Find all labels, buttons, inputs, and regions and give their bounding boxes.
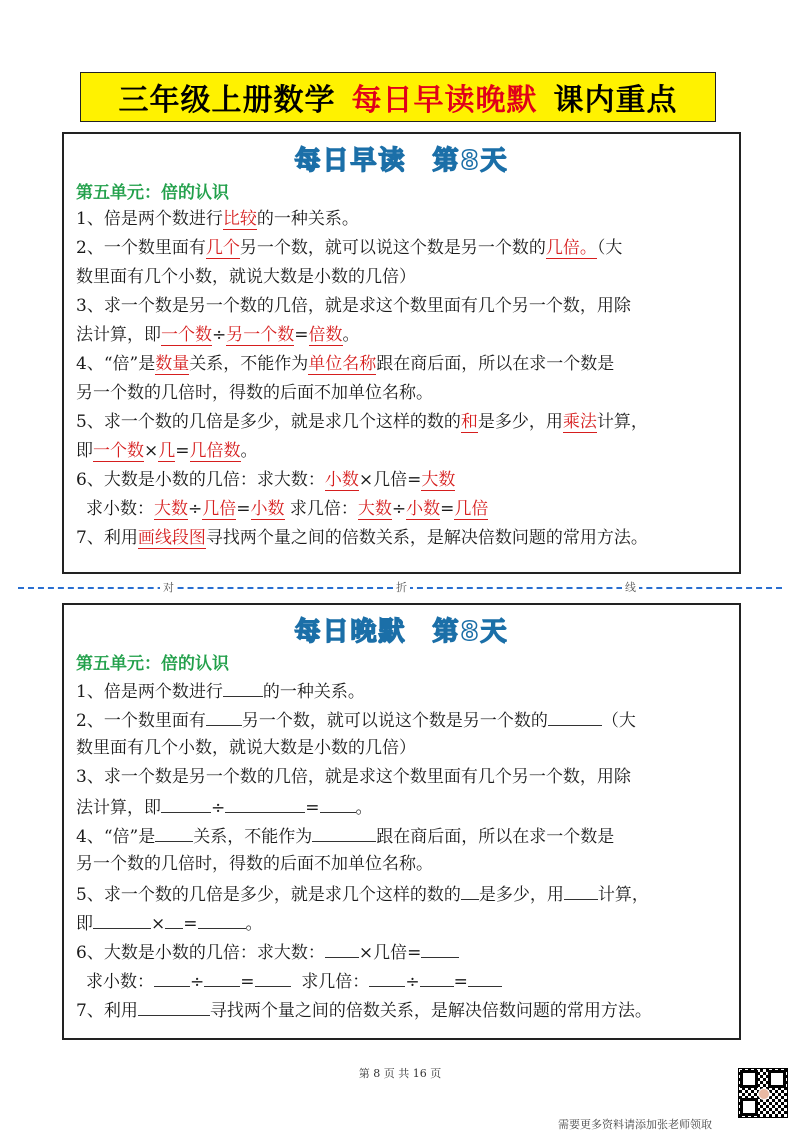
evening-title — [64, 611, 739, 648]
morning-reading-box — [62, 132, 741, 574]
answer: 一个数 — [93, 441, 144, 461]
evening-line-11: 求小数： ÷ = 求几倍： ÷ = — [76, 966, 729, 995]
answer-blank[interactable] — [312, 821, 376, 842]
answer: 画线段图 — [137, 528, 206, 548]
qr-code-icon — [738, 1068, 788, 1118]
answer-blank[interactable] — [548, 705, 602, 726]
evening-dictation-box — [62, 603, 741, 1040]
morning-line-3: 数里面有几个小数，就说大数是小数的几倍） — [76, 267, 416, 287]
answer-blank[interactable] — [255, 966, 291, 987]
fold-word-3: 线 — [622, 579, 639, 595]
answer: 单位名称 — [308, 354, 377, 374]
morning-line-4: 3、求一个数是另一个数的几倍，就是求这个数里面有几个另一个数，用除 — [76, 296, 631, 316]
evening-line-10: 6、大数是小数的几倍：求大数： ×几倍= — [76, 937, 729, 966]
answer-blank[interactable] — [369, 966, 405, 987]
answer-blank[interactable] — [155, 821, 193, 842]
qr-corner — [740, 1098, 758, 1116]
answer: 大数 — [357, 499, 392, 519]
answer-blank[interactable] — [165, 908, 183, 929]
answer: 几倍 — [454, 499, 489, 519]
evening-line-9: 即 × = 。 — [76, 908, 729, 937]
morning-line-10: 6、大数是小数的几倍：求大数：小数×几倍=大数 — [76, 470, 456, 490]
answer: 几倍 — [202, 499, 237, 519]
answer: 几 — [158, 441, 176, 461]
morning-line-8: 5、求一个数的几倍是多少，就是求几个这样的数的和是多少，用乘法计算， — [76, 412, 648, 432]
answer: 乘法 — [562, 412, 597, 432]
answer: 大数 — [421, 470, 456, 490]
answer-blank[interactable] — [564, 879, 598, 900]
answer-blank[interactable] — [420, 966, 454, 987]
evening-unit-heading: 第五单元：倍的认识 — [76, 654, 229, 674]
morning-line-6: 4、“倍”是数量关系，不能作为单位名称跟在商后面，所以在求一个数是 — [76, 354, 615, 374]
morning-line-11: 求小数：大数÷几倍=小数 求几倍：大数÷小数=几倍 — [86, 499, 489, 519]
answer-blank[interactable] — [93, 908, 151, 929]
fold-line — [0, 583, 800, 593]
answer-blank[interactable] — [198, 908, 246, 929]
morning-line-7: 另一个数的几倍时，得数的后面不加单位名称。 — [76, 383, 433, 403]
morning-title-text: 每日早读 — [294, 146, 407, 176]
evening-line-4: 3、求一个数是另一个数的几倍，就是求这个数里面有几个另一个数，用除 — [76, 767, 631, 787]
qr-corner — [740, 1070, 758, 1088]
morning-day: 第8天 — [432, 146, 509, 176]
evening-line-12: 7、利用 寻找两个量之间的倍数关系，是解决倍数问题的常用方法。 — [76, 995, 729, 1024]
evening-line-6: 4、“倍”是 关系，不能作为 跟在商后面，所以在求一个数是 — [76, 821, 729, 850]
fold-word-1: 对 — [160, 579, 177, 595]
morning-line-1: 1、倍是两个数进行比较的一种关系。 — [76, 209, 359, 229]
evening-line-1: 1、倍是两个数进行 的一种关系。 — [76, 676, 729, 705]
answer: 几个 — [205, 238, 240, 258]
answer: 一个数 — [161, 325, 212, 345]
answer: 和 — [460, 412, 478, 432]
banner-daily: 每日早读晚默 — [351, 83, 538, 118]
answer: 倍数 — [308, 325, 343, 345]
page-number: 第 8 页 共 16 页 — [358, 1067, 442, 1080]
page-banner — [80, 72, 716, 122]
answer-blank[interactable] — [468, 966, 502, 987]
answer: 小数 — [324, 470, 359, 490]
answer-blank[interactable] — [223, 676, 263, 697]
fold-word-2: 折 — [393, 579, 410, 595]
evening-line-7: 另一个数的几倍时，得数的后面不加单位名称。 — [76, 854, 433, 874]
morning-unit-heading: 第五单元：倍的认识 — [76, 183, 229, 203]
answer-blank[interactable] — [161, 792, 211, 813]
answer: 几倍数 — [189, 441, 241, 461]
answer-blank[interactable] — [154, 966, 190, 987]
answer: 大数 — [154, 499, 188, 519]
answer: 几倍。 — [545, 238, 597, 258]
evening-day: 第8天 — [432, 617, 509, 647]
evening-line-2: 2、一个数里面有 另一个数，就可以说这个数是另一个数的 （大 — [76, 705, 729, 734]
qr-corner — [768, 1070, 786, 1088]
answer: 小数 — [406, 499, 441, 519]
morning-title — [64, 140, 739, 177]
answer-blank[interactable] — [204, 966, 240, 987]
answer-blank[interactable] — [138, 995, 210, 1016]
evening-line-5: 法计算，即 ÷ = 。 — [76, 792, 729, 821]
evening-line-3: 数里面有几个小数，就说大数是小数的几倍） — [76, 738, 416, 758]
evening-title-text: 每日晚默 — [294, 617, 407, 647]
morning-line-9: 即一个数×几=几倍数。 — [76, 441, 258, 461]
answer-blank[interactable] — [320, 792, 356, 813]
answer-blank[interactable] — [421, 937, 459, 958]
answer: 小数 — [250, 499, 285, 519]
morning-line-12: 7、利用画线段图寻找两个量之间的倍数关系，是解决倍数问题的常用方法。 — [76, 528, 648, 548]
answer-blank[interactable] — [461, 879, 479, 900]
evening-line-8: 5、求一个数的几倍是多少，就是求几个这样的数的 是多少，用 计算， — [76, 879, 729, 908]
answer-blank[interactable] — [225, 792, 305, 813]
evening-lines — [76, 676, 729, 1024]
morning-lines — [76, 205, 729, 553]
answer: 数量 — [155, 354, 190, 374]
qr-avatar — [758, 1088, 770, 1100]
morning-line-2: 2、一个数里面有几个另一个数，就可以说这个数是另一个数的几倍。（大 — [76, 238, 623, 258]
answer: 另一个数 — [226, 325, 295, 345]
answer: 比较 — [222, 209, 257, 229]
answer-blank[interactable] — [325, 937, 359, 958]
footer-note: 需要更多资料请添加张老师领取 — [558, 1118, 712, 1131]
banner-grade: 三年级上册数学 — [118, 83, 336, 118]
morning-line-5: 法计算，即一个数÷另一个数=倍数。 — [76, 325, 360, 345]
banner-key-points: 课内重点 — [553, 83, 678, 118]
answer-blank[interactable] — [206, 705, 242, 726]
